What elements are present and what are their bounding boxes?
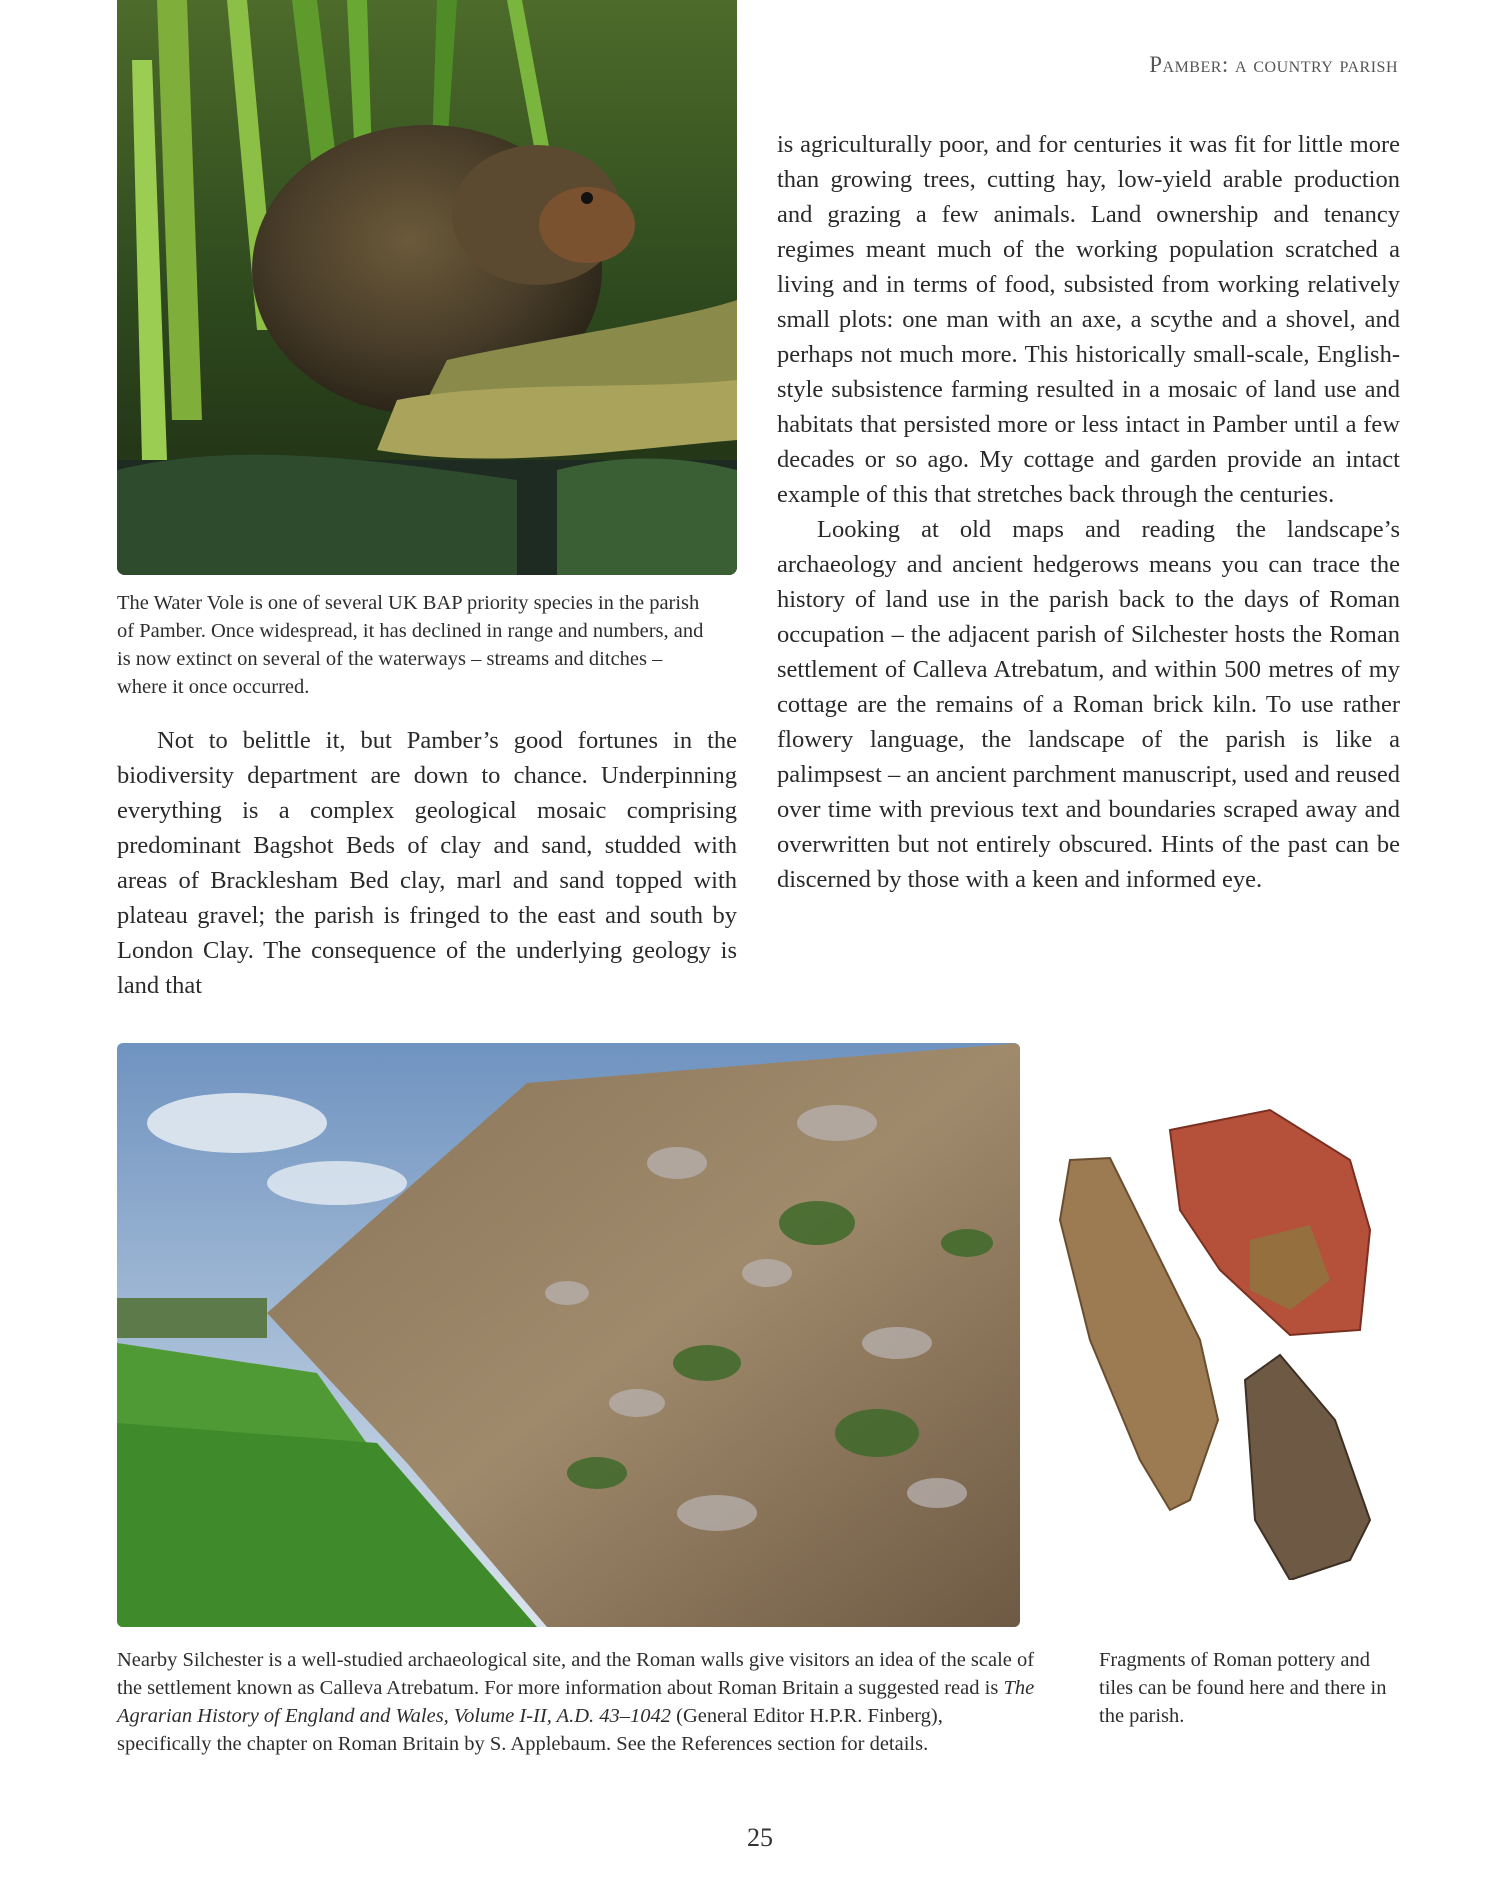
page-number: 25 xyxy=(747,1823,773,1852)
body-column-right xyxy=(777,127,1400,897)
paragraph-land-use: is agriculturally poor, and for centuries it was fit for little more than growing trees, cutting hay, low-yield arable production and grazing a few animals. Land ownership and tenancy regimes meant much of the working population scratched a living and in terms of food, subsisted from working relatively small plots: one man with an axe, a scythe and a shovel, and perhaps not much more. This historically small-scale, English-style subsistence farming resulted in a mosaic of land use and habitats that persisted more or less intact in Pamber until a few decades or so ago. My cottage and garden provide an intact example of this that stretches back through the centuries. xyxy=(777,131,1400,508)
pottery-caption: Fragments of Roman pottery and tiles can be found here and there in the parish. xyxy=(1099,1649,1387,1727)
roman-wall-photo xyxy=(117,1043,1020,1627)
wall-caption-text-2: (General Editor H.P.R. Finberg), specifically the chapter on Roman Britain by S. Applebaum. See the References section for details. xyxy=(117,1705,943,1755)
roman-wall-caption xyxy=(117,1646,1037,1758)
running-head: Pamber: a country parish xyxy=(1149,52,1398,77)
paragraph-old-maps: Looking at old maps and reading the landscape’s archaeology and ancient hedgerows means you can trace the history of land use in the parish back to the days of Roman occupation – the adjacent parish of Silchester hosts the Roman settlement of Calleva Atrebatum, and within 500 metres of my cottage are the remains of a Roman brick kiln. To use rather flowery language, the landscape of the parish is like a palimpsest – an ancient parchment manuscript, used and reused over time with previous text and boundaries scraped away and overwritten but not entirely obscured. Hints of the past can be discerned by those with a keen and informed eye. xyxy=(777,516,1400,893)
roman-pottery-image xyxy=(1050,1100,1400,1580)
water-vole-photo xyxy=(117,0,737,575)
water-vole-caption: The Water Vole is one of several UK BAP priority species in the parish of Pamber. Once widespread, it has declined in range and numbers, and is now extinct on several of the waterways – streams and ditches – where it once occurred. xyxy=(117,592,704,698)
paragraph-geology: Not to belittle it, but Pamber’s good fortunes in the biodiversity department are down to chance. Underpinning everything is a complex geological mosaic comprising predominant Bagshot Beds of clay and sand, studded with areas of Bracklesham Bed clay, marl and sand topped with plateau gravel; the parish is fringed to the east and south by London Clay. The consequence of the underlying geology is land that xyxy=(117,727,737,999)
body-column-left xyxy=(117,723,737,1003)
book-title: The Agrarian History of England and Wales, Volume I-II, A.D. 43–1042 xyxy=(117,1677,1035,1727)
wall-caption-text-1: Nearby Silchester is a well-studied archaeological site, and the Roman walls give visitors an idea of the scale of the settlement known as Calleva Atrebatum. For more information about Roman Britain a suggested read is xyxy=(117,1649,1035,1699)
